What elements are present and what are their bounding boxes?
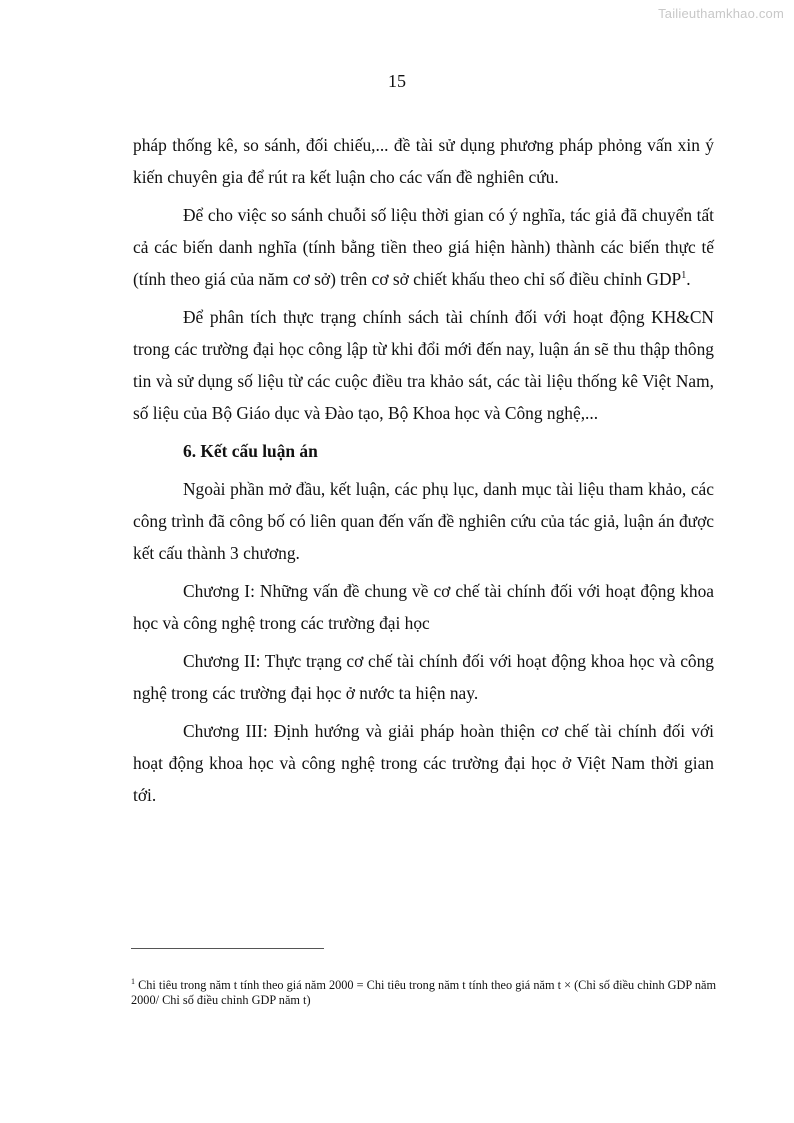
paragraph: Để phân tích thực trạng chính sách tài chính đối với hoạt động KH&CN trong các trường đại học công lập từ khi đổi mới đến nay, luận án sẽ thu thập thông tin và sử dụng số liệu từ các cuộc điều tra khảo sát, các tài liệu thống kê Việt Nam, số liệu của Bộ Giáo dục và Đào tạo, Bộ Khoa học và Công nghệ,... bbox=[133, 307, 714, 423]
paragraph: Chương II: Thực trạng cơ chế tài chính đối với hoạt động khoa học và công nghệ trong các trường đại học ở nước ta hiện nay. bbox=[133, 651, 714, 703]
document-body bbox=[133, 129, 714, 817]
paragraph: Chương I: Những vấn đề chung về cơ chế tài chính đối với hoạt động khoa học và công nghệ trong các trường đại học bbox=[133, 581, 714, 633]
footnote-separator bbox=[131, 948, 324, 949]
section-heading: 6. Kết cấu luận án bbox=[183, 441, 318, 461]
footnote-text: Chi tiêu trong năm t tính theo giá năm 2000 = Chi tiêu trong năm t tính theo giá năm t × (Chỉ số điều chỉnh GDP năm 2000/ Chỉ số điều chỉnh GDP năm t) bbox=[131, 978, 717, 1007]
paragraph bbox=[133, 199, 714, 295]
footnote-reference[interactable]: 1 bbox=[681, 270, 687, 282]
paragraph-text: Để cho việc so sánh chuỗi số liệu thời gian có ý nghĩa, tác giả đã chuyển tất cả các biến danh nghĩa (tính bằng tiền theo giá hiện hành) thành các biến thực tế (tính theo giá của năm cơ sở) trên cơ sở chiết khấu theo chỉ số điều chỉnh GDP bbox=[133, 205, 714, 289]
page-number: 15 bbox=[388, 71, 406, 91]
watermark: Tailieuthamkhao.com bbox=[658, 6, 784, 21]
paragraph-end: . bbox=[686, 269, 691, 289]
paragraph: Chương III: Định hướng và giải pháp hoàn thiện cơ chế tài chính đối với hoạt động khoa học và công nghệ trong các trường đại học ở Việt Nam thời gian tới. bbox=[133, 721, 714, 805]
footnote bbox=[131, 978, 741, 1008]
footnote-marker: 1 bbox=[131, 976, 135, 986]
paragraph: Ngoài phần mở đầu, kết luận, các phụ lục, danh mục tài liệu tham khảo, các công trình đã công bố có liên quan đến vấn đề nghiên cứu của tác giả, luận án được kết cấu thành 3 chương. bbox=[133, 479, 714, 563]
paragraph: pháp thống kê, so sánh, đối chiếu,... đề tài sử dụng phương pháp phỏng vấn xin ý kiến chuyên gia để rút ra kết luận cho các vấn đề nghiên cứu. bbox=[133, 135, 714, 187]
